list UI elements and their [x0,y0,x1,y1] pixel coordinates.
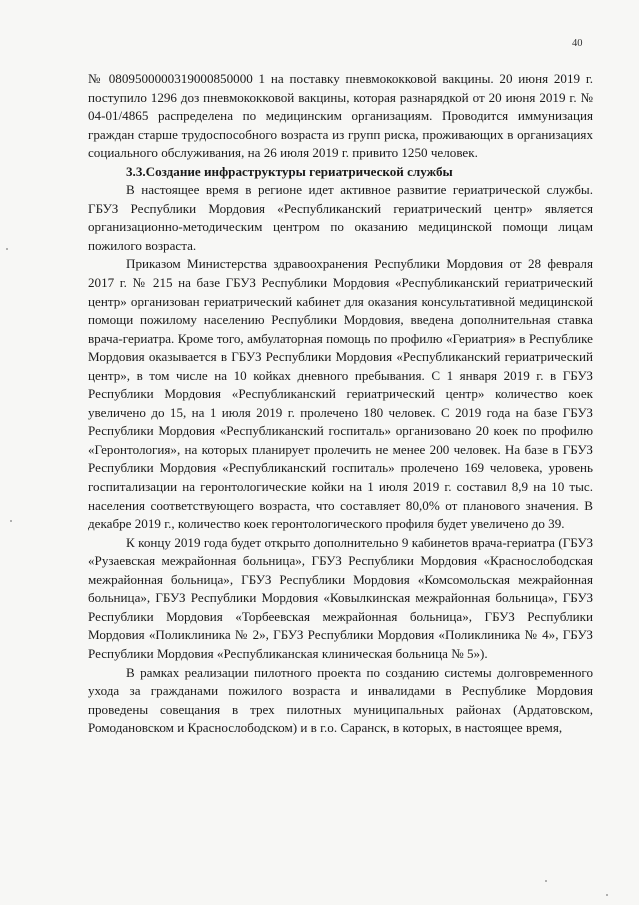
paragraph-intro: № 0809500000319000850000 1 на поставку пневмококковой вакцины. 20 июня 2019 г. поступило 1296 доз пневмококковой вакцины, которая разнарядкой от 20 июня 2019 г. № 04-01/4865 распределена по медицинским организациям. Проводится иммунизация граждан старше трудоспособного возраста из групп риска, проживающих в организациях социального обслуживания, на 26 июля 2019 г. привито 1250 человек. [88,71,593,161]
page-number: 40 [572,38,583,49]
paragraph-ministry-order: Приказом Министерства здравоохранения Республики Мордовия от 28 февраля 2017 г. № 215 на базе ГБУЗ Республики Мордовия «Республиканский гериатрический центр» организован гериатрический кабинет для оказания консультативной медицинской помощи пожилому населению Республики Мордовия, введена дополнительная ставка врача-гериатра. Кроме того, амбулаторная помощь по профилю «Гериатрия» в Республике Мордовия оказывается в ГБУЗ Республики Мордовия «Республиканский гериатрический центр», в том числе на 10 койках дневного пребывания. С 1 января 2019 г. в ГБУЗ Республики Мордовия «Республиканский гериатрический центр» количество коек увеличено до 15, на 1 июля 2019 г. пролечено 180 человек. С 2019 года на базе ГБУЗ Республики Мордовия «Республиканский госпиталь» организовано 20 коек по профилю «Геронтология», на которых планирует пролечить не менее 200 человек. На базе в ГБУЗ Республики Мордовия «Республиканский госпиталь» пролечено 169 человека, уровень госпитализации на геронтологические койки на 1 июля 2019 г. составил 8,9 на 10 тыс. населения соответствующего возраста, что составляет 80,0% от планового значения. В декабре 2019 г., количество коек геронтологического профиля будет увеличено до 39. [88,256,593,532]
scan-speck [10,520,12,522]
section-heading: 3.3.Создание инфраструктуры гериатрической службы [126,163,453,179]
paragraph-new-cabinets: К концу 2019 года будет открыто дополнительно 9 кабинетов врача-гериатра (ГБУЗ «Рузаевская межрайонная больница», ГБУЗ Республики Мордовия «Краснослободская межрайонная больница», ГБУЗ Республики Мордовия «Комсомольская межрайонная больница», ГБУЗ Республики Мордовия «Ковылкинская межрайонная больница», ГБУЗ Республики Мордовия «Торбеевская межрайонная больница», ГБУЗ Республики Мордовия «Поликлиника № 2», ГБУЗ Республики Мордовия «Поликлиника № 4», ГБУЗ Республики Мордовия «Республиканская клиническая больница № 5»). [88,534,593,661]
document-body [88,70,593,738]
paragraph-geriatric-service: В настоящее время в регионе идет активное развитие гериатрической службы. ГБУЗ Республики Мордовия «Республиканский гериатрический центр» является организационно-методическим центром по оказанию медицинской помощи лицам пожилого возраста. [88,182,593,253]
scan-speck [6,248,8,250]
scan-speck [606,894,608,896]
scan-speck [545,880,547,882]
paragraph-pilot-project: В рамках реализации пилотного проекта по созданию системы долговременного ухода за гражданами пожилого возраста и инвалидами в Республике Мордовия проведены совещания в трех пилотных муниципальных районах (Ардатовском, Ромодановском и Краснослободском) и в г.о. Саранск, в которых, в настоящее время, [88,664,593,736]
